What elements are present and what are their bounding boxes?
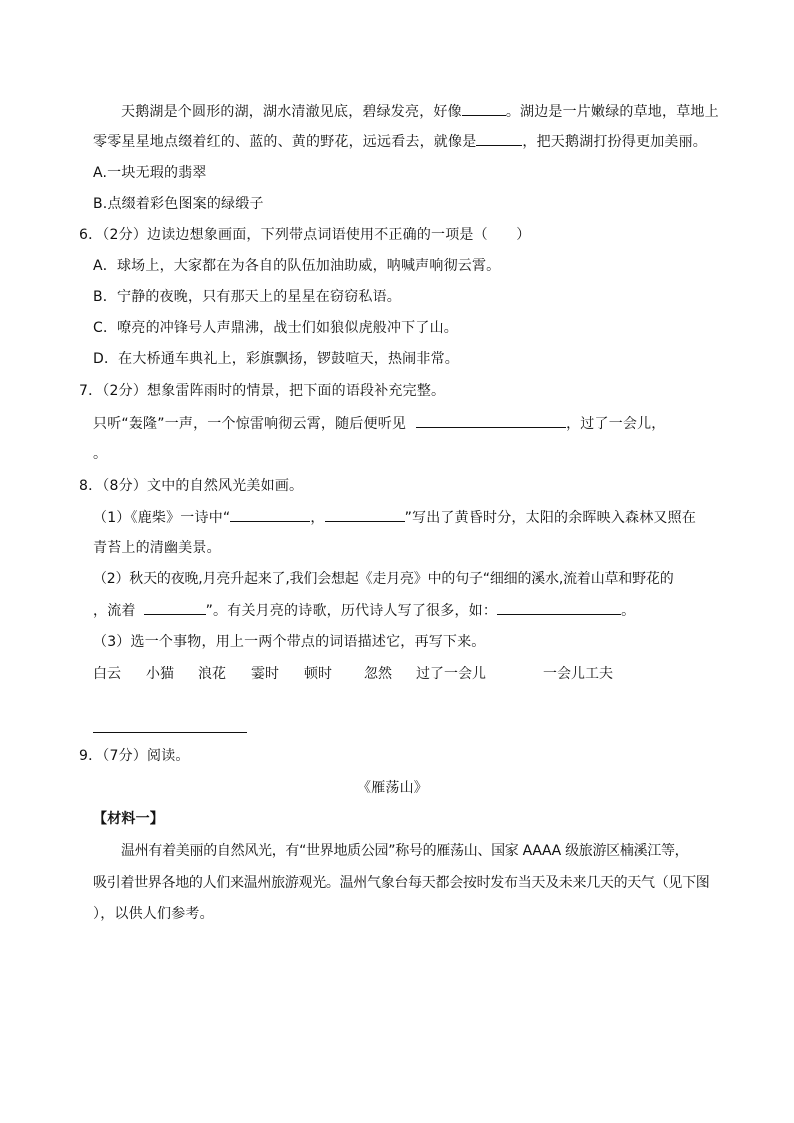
q8-stem: 8．（8分）文中的自然风光美如画。 — [79, 478, 304, 494]
q8-part-2: （2）秋天的夜晚,月亮升起来了,我们会想起《走月亮》中的句子“细细的溪水,流着山草和野花的 — [93, 571, 674, 587]
passage-line-2 — [93, 131, 707, 152]
q9-line-2: 吸引着世界各地的人们来温州旅游观光。温州气象台每天都会按时发布当天及未来几天的天气（见下图 — [93, 875, 710, 891]
answer-blank[interactable] — [497, 600, 621, 615]
q9-material-label: 【材料一】 — [93, 811, 164, 827]
answer-blank[interactable] — [416, 413, 566, 428]
word-option: 小猫 — [146, 666, 174, 682]
passage-option-b: B.点缀着彩色图案的绿缎子 — [93, 196, 264, 212]
q7-stem: 7．（2分）想象雷阵雨时的情景，把下面的语段补充完整。 — [79, 383, 446, 399]
q8-text: ， — [310, 510, 325, 526]
answer-blank[interactable] — [325, 507, 405, 522]
q7-line-1 — [93, 413, 666, 434]
passage-text: 天鹅湖是个圆形的湖，湖水清澈见底，碧绿发亮，好像 — [121, 104, 462, 120]
word-option: 忽然 — [364, 666, 392, 682]
q6-option-b: B．宁静的夜晚，只有那天上的星星在窃窃私语。 — [93, 289, 402, 305]
q7-text: ，过了一会儿， — [566, 416, 666, 432]
passage-text: ，把天鹅湖打扮得更加美丽。 — [522, 134, 708, 150]
q8-part-1 — [93, 507, 696, 528]
q9-stem: 9．（7分）阅读。 — [79, 748, 190, 764]
word-option: 霎时 — [251, 666, 279, 682]
passage-option-a: A.一块无瑕的翡翠 — [93, 165, 207, 181]
word-option: 顿时 — [304, 666, 332, 682]
q7-text: 只听“轰隆”一声，一个惊雷响彻云霄，随后便听见 — [93, 416, 407, 432]
q9-line-3: ），以供人们参考。 — [93, 906, 214, 922]
q7-line-2: 。 — [93, 446, 108, 462]
q8-part-2-line-2 — [93, 600, 635, 621]
answer-line[interactable] — [93, 732, 247, 733]
q8-text: ”。有关月亮的诗歌，历代诗人写了很多，如： — [205, 603, 498, 619]
answer-blank[interactable] — [230, 507, 310, 522]
answer-blank[interactable] — [462, 101, 506, 116]
q9-title: 《雁荡山》 — [357, 780, 428, 796]
passage-text: 零零星星地点缀着红的、蓝的、黄的野花，远远看去，就像是 — [93, 134, 477, 150]
word-option: 过了一会儿 — [416, 666, 486, 682]
word-option: 一会儿工夫 — [543, 666, 613, 682]
answer-blank[interactable] — [476, 131, 522, 146]
answer-blank[interactable] — [144, 600, 206, 615]
passage-text: 。湖边是一片嫩绿的草地，草地上 — [505, 104, 719, 120]
q6-option-d: D．在大桥通车典礼上，彩旗飘扬，锣鼓喧天，热闹非常。 — [93, 351, 459, 367]
q8-part-3: （3）选一个事物，用上一两个带点的词语描述它，再写下来。 — [93, 634, 486, 650]
q6-option-a: A．球场上，大家都在为各自的队伍加油助威，呐喊声响彻云霄。 — [93, 258, 501, 274]
word-option: 浪花 — [198, 666, 226, 682]
q9-line-1: 温州有着美丽的自然风光，有“世界地质公园”称号的雁荡山、国家 AAAA 级旅游区楠溪江等， — [121, 843, 689, 859]
word-option: 白云 — [93, 666, 121, 682]
q8-text: （1）《鹿柴》一诗中“ — [93, 510, 231, 526]
q6-stem: 6．（2分）边读边想象画面，下列带点词语使用不正确的一项是（ ） — [79, 227, 531, 243]
q6-option-c: C．嘹亮的冲锋号人声鼎沸，战士们如狼似虎般冲下了山。 — [93, 320, 458, 336]
passage-line-1 — [121, 101, 719, 122]
q8-part-1-line-2: 青苔上的清幽美景。 — [93, 540, 221, 556]
q8-text: ，流着 — [93, 603, 136, 619]
q8-text: ”写出了黄昏时分，太阳的余晖映入森林又照在 — [404, 510, 697, 526]
q8-text: 。 — [621, 603, 636, 619]
